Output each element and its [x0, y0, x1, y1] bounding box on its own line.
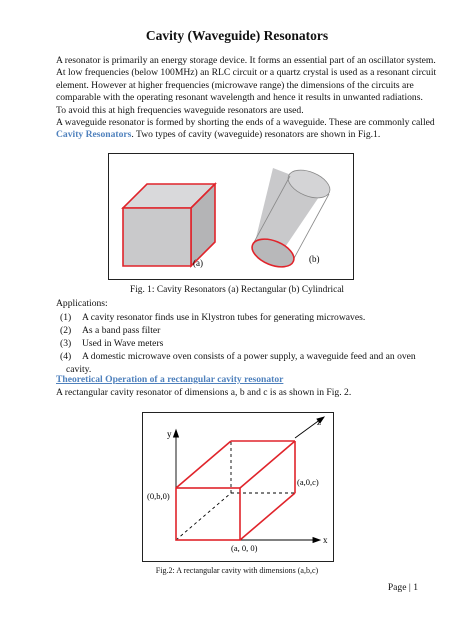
list-number: (2) — [60, 325, 72, 336]
point-label-a00: (a, 0, 0) — [231, 543, 258, 553]
section-paragraph: A rectangular cavity resonator of dimensions a, b and c is as shown in Fig. 2. — [56, 387, 352, 398]
axis-label-z: z — [317, 417, 321, 427]
intro-line: To avoid this at high frequencies waveguide resonators are used. — [56, 104, 304, 116]
section-heading-link[interactable]: Theoretical Operation of a rectangular cavity resonator — [56, 374, 284, 385]
list-number: (1) — [60, 312, 72, 323]
figure-1-frame — [108, 153, 354, 280]
edge — [240, 493, 295, 540]
list-text: Used in Wave meters — [82, 338, 164, 349]
intro-line-last — [56, 129, 420, 141]
list-item — [60, 324, 420, 337]
figure-1-caption: Fig. 1: Cavity Resonators (a) Rectangular (b) Cylindrical — [129, 285, 344, 295]
figure-1-drawing — [109, 154, 353, 279]
y-axis-arrow — [174, 430, 179, 437]
list-item — [60, 311, 420, 324]
intro-line-tail: . Two types of cavity (waveguide) resonators are shown in Fig.1. — [131, 129, 381, 141]
list-number: (3) — [60, 338, 72, 349]
intro-line: comparable with the operating resonant wavelength and hence it results in unwanted radiations. — [56, 92, 423, 104]
page-title: Cavity (Waveguide) Resonators — [145, 28, 329, 43]
list-text: cavity. — [66, 364, 92, 375]
intro-line: A resonator is primarily an energy storage device. It forms an essential part of an oscillator system. — [56, 55, 436, 66]
list-text: As a band pass filter — [82, 325, 161, 336]
cylindrical-cavity — [248, 165, 334, 273]
list-text: A cavity resonator finds use in Klystron tubes for generating microwaves. — [82, 312, 366, 323]
page-number: Page | 1 — [387, 582, 418, 593]
axis-label-x: x — [323, 535, 328, 545]
figure-2-drawing — [143, 413, 333, 561]
figure-2-caption: Fig.2: A rectangular cavity with dimensions (a,b,c) — [155, 566, 319, 575]
edge — [176, 441, 231, 488]
list-number: (4) — [60, 351, 72, 362]
applications-heading: Applications: — [56, 298, 108, 309]
figure-2-frame — [142, 412, 334, 562]
intro-line: element. However at higher frequencies (microwave range) the dimensions of the circuits are — [56, 79, 414, 91]
intro-paragraph — [56, 55, 437, 142]
point-label-0b0: (0,b,0) — [147, 491, 170, 501]
rectangular-cavity — [123, 184, 215, 266]
z-axis-hidden — [176, 493, 231, 540]
list-item — [60, 350, 420, 363]
cavity-resonators-link[interactable]: Cavity Resonators — [56, 129, 132, 141]
label-a: (a) — [193, 258, 203, 268]
x-axis-arrow — [313, 538, 320, 543]
axis-label-y: y — [167, 429, 172, 439]
list-text: A domestic microwave oven consists of a power supply, a waveguide feed and an oven — [82, 351, 416, 362]
list-item — [60, 337, 420, 350]
intro-line: At low frequencies (below 100MHz) an RLC circuit or a quartz crystal is used as a resonant circuit — [56, 67, 437, 79]
point-label-a0c: (a,0,c) — [297, 477, 319, 487]
edge — [240, 441, 295, 488]
cavity-box-edges — [176, 441, 295, 540]
label-b: (b) — [309, 254, 320, 264]
intro-line: A waveguide resonator is formed by shorting the ends of a waveguide. These are commonly called — [56, 117, 435, 129]
applications-list — [60, 311, 420, 376]
